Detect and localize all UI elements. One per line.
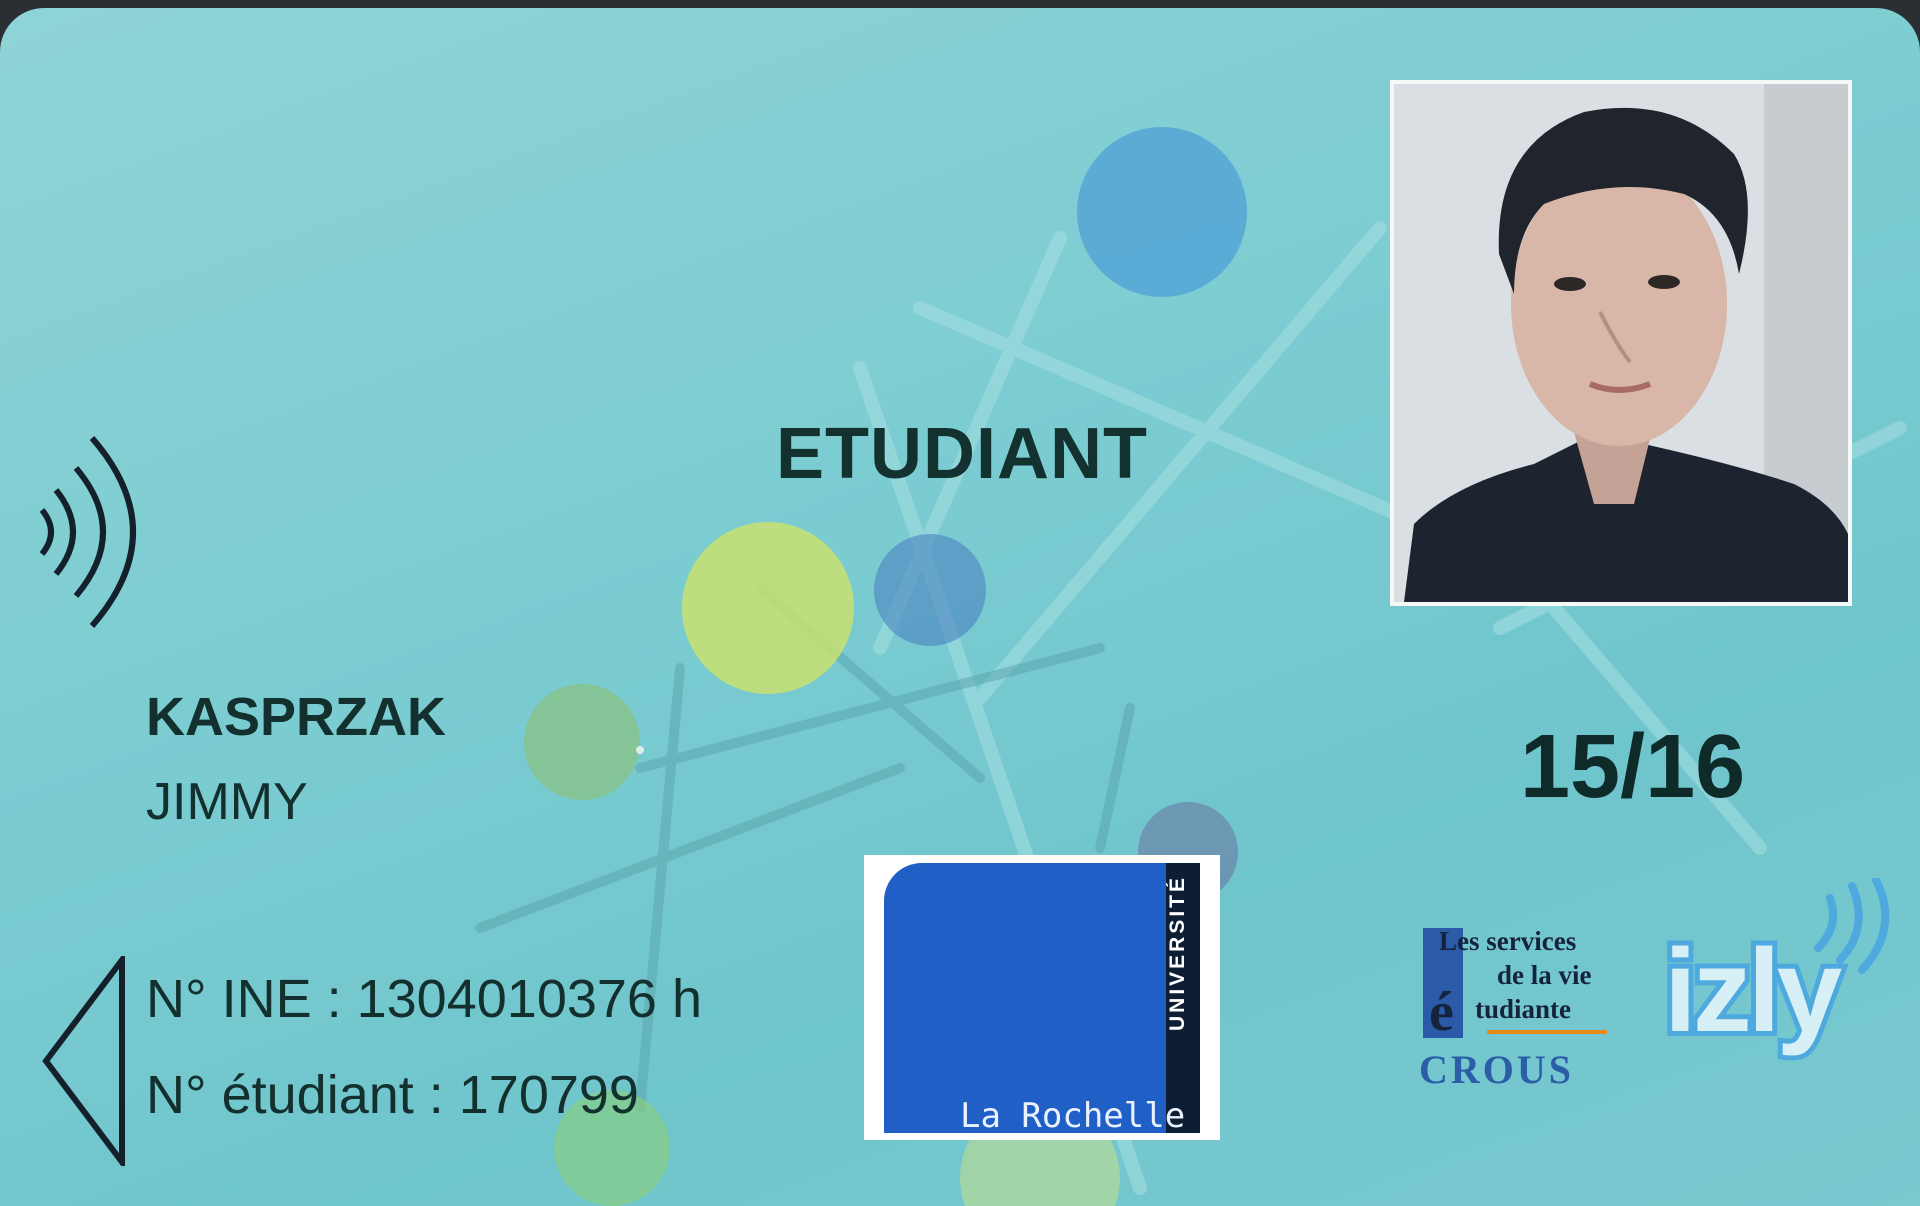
crous-line-2: de la vie	[1497, 960, 1592, 990]
izly-logo: izly	[1664, 925, 1839, 1057]
university-la-rochelle-logo	[864, 855, 1220, 1140]
contactless-icon	[34, 432, 154, 632]
card-type-label: ETUDIANT	[776, 414, 1148, 494]
crous-underline	[1487, 1030, 1607, 1034]
academic-year: 15/16	[1520, 717, 1746, 817]
ine-number: N° INE : 1304010376 h	[146, 969, 702, 1029]
crous-name: CROUS	[1419, 1047, 1575, 1092]
insert-direction-arrow-icon	[40, 956, 130, 1166]
student-surname: KASPRZAK	[146, 687, 447, 747]
crous-line-1: Les services	[1439, 926, 1577, 956]
university-logo-city: La Rochelle	[960, 1096, 1186, 1136]
university-logo-block	[884, 863, 1166, 1133]
student-first-name: JIMMY	[146, 773, 308, 831]
crous-logo	[1415, 926, 1615, 1096]
university-logo-vertical-text: UNIVERSITÉ	[1166, 874, 1189, 1032]
crous-line-3: tudiante	[1475, 994, 1572, 1024]
crous-initial: é	[1429, 981, 1454, 1043]
student-photo	[1390, 80, 1852, 606]
student-id-card	[0, 8, 1920, 1206]
student-number: N° étudiant : 170799	[146, 1065, 639, 1125]
